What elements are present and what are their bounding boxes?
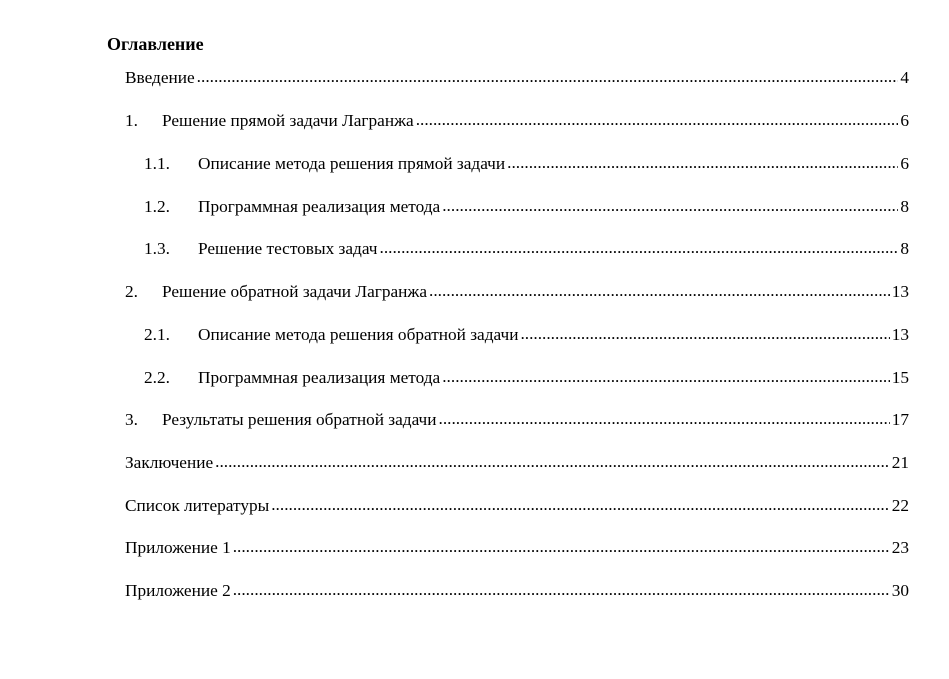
dot-leader: [197, 66, 899, 88]
dot-leader: [442, 195, 898, 217]
toc-entry-label: Заключение: [125, 453, 214, 472]
toc-entry-section-2[interactable]: [125, 281, 909, 303]
toc-entry-number: 1.1.: [144, 154, 170, 173]
dot-leader: [233, 579, 890, 601]
toc-entry-page: 22: [891, 496, 909, 515]
dot-leader: [233, 536, 890, 558]
toc-entry-label: Программная реализация метода: [198, 197, 441, 216]
toc-entry-section-1-2[interactable]: [144, 196, 909, 218]
toc-entry-introduction[interactable]: [125, 67, 909, 89]
toc-entry-section-2-2[interactable]: [144, 367, 909, 389]
toc-entry-page: 21: [891, 453, 909, 472]
toc-entry-label: Описание метода решения прямой задачи: [198, 154, 506, 173]
dot-leader: [380, 237, 899, 259]
toc-entry-label: Приложение 1: [125, 538, 231, 557]
toc-entry-number: 3.: [125, 410, 138, 429]
toc-entry-label: Решение обратной задачи Лагранжа: [162, 282, 427, 301]
toc-entry-page: 15: [891, 368, 909, 387]
toc-entry-page: 6: [900, 111, 909, 130]
toc-entry-number: 1.3.: [144, 239, 170, 258]
toc-entry-page: 17: [891, 410, 909, 429]
toc-entry-label: Введение: [125, 68, 195, 87]
toc-entry-number: 2.: [125, 282, 138, 301]
toc-entry-appendix-2[interactable]: [125, 580, 909, 602]
toc-entry-appendix-1[interactable]: [125, 537, 909, 559]
toc-entry-page: 23: [891, 538, 909, 557]
toc-entry-number: 2.2.: [144, 368, 170, 387]
dot-leader: [442, 366, 889, 388]
toc-entry-page: 8: [900, 239, 909, 258]
dot-leader: [429, 280, 890, 302]
dot-leader: [416, 109, 899, 131]
toc-entry-section-1[interactable]: [125, 110, 909, 132]
dot-leader: [520, 323, 889, 345]
dot-leader: [507, 152, 898, 174]
toc-entry-section-1-3[interactable]: [144, 238, 909, 260]
toc-entry-label: Результаты решения обратной задачи: [162, 410, 437, 429]
dot-leader: [271, 494, 889, 516]
dot-leader: [439, 408, 890, 430]
toc-entry-label: Приложение 2: [125, 581, 231, 600]
toc-title: Оглавление: [107, 34, 204, 54]
toc-entry-page: 6: [900, 154, 909, 173]
toc-entry-number: 1.: [125, 111, 138, 130]
toc-entry-label: Решение прямой задачи Лагранжа: [162, 111, 414, 130]
toc-entry-page: 13: [891, 325, 909, 344]
toc-entry-number: 1.2.: [144, 197, 170, 216]
toc-entry-label: Список литературы: [125, 496, 270, 515]
toc-entry-page: 30: [891, 581, 909, 600]
toc-entry-conclusion[interactable]: [125, 452, 909, 474]
toc-entry-references[interactable]: [125, 495, 909, 517]
toc-entry-section-3[interactable]: [125, 409, 909, 431]
toc-entry-page: 8: [900, 197, 909, 216]
toc-entry-section-1-1[interactable]: [144, 153, 909, 175]
dot-leader: [215, 451, 890, 473]
toc-entry-page: 13: [891, 282, 909, 301]
toc-entry-label: Описание метода решения обратной задачи: [198, 325, 519, 344]
toc-entry-section-2-1[interactable]: [144, 324, 909, 346]
toc-entry-label: Программная реализация метода: [198, 368, 441, 387]
toc-entry-page: 4: [900, 68, 909, 87]
toc-entry-label: Решение тестовых задач: [198, 239, 378, 258]
toc-entry-number: 2.1.: [144, 325, 170, 344]
